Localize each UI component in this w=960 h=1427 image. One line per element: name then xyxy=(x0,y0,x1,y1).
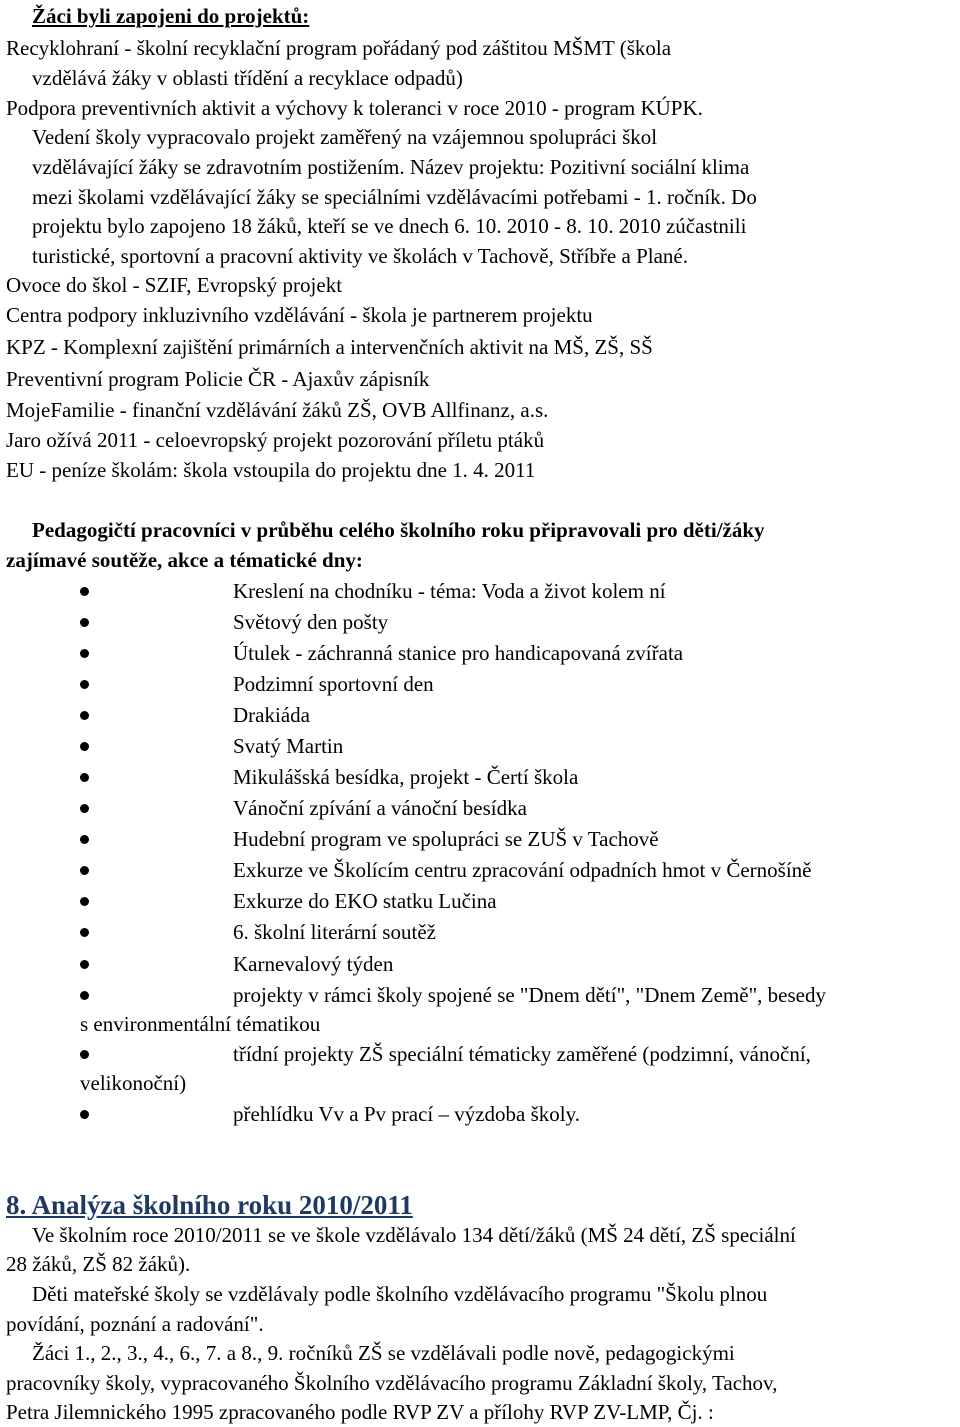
projects-line: Recyklohraní - školní recyklační program pořádaný pod záštitou MŠMT (škola xyxy=(6,36,672,60)
analysis-line: povídání, poznání a radování". xyxy=(6,1312,264,1336)
bullet-icon xyxy=(80,680,89,689)
list-item: Vánoční zpívání a vánoční besídka xyxy=(233,796,527,820)
analysis-line: Děti mateřské školy se vzdělávaly podle školního vzdělávacího programu "Školu plnou xyxy=(32,1282,768,1306)
projects-line: Jaro ožívá 2011 - celoevropský projekt pozorování příletu ptáků xyxy=(6,428,545,452)
bullet-icon xyxy=(80,1050,89,1059)
section-heading: 8. Analýza školního roku 2010/2011 xyxy=(6,1190,413,1220)
list-item: Světový den pošty xyxy=(233,610,389,634)
list-item: 6. školní literární soutěž xyxy=(233,920,436,944)
projects-line: Centra podpory inkluzivního vzdělávání - škola je partnerem projektu xyxy=(6,303,593,327)
projects-line: Podpora preventivních aktivit a výchovy k toleranci v roce 2010 - program KÚPK. xyxy=(6,96,703,120)
projects-line: mezi školami vzdělávající žáky se speciálními vzdělávacími potřebami - 1. ročník. Do xyxy=(32,185,757,209)
list-item-continuation: s environmentální tématikou xyxy=(80,1012,321,1036)
bullet-icon xyxy=(80,711,89,720)
list-item: Drakiáda xyxy=(233,703,310,727)
analysis-line: Žáci 1., 2., 3., 4., 6., 7. a 8., 9. ročníků ZŠ se vzdělávali podle nově, pedagogickými xyxy=(32,1341,735,1365)
list-item: Mikulášská besídka, projekt - Čertí škola xyxy=(233,765,579,789)
projects-line: turistické, sportovní a pracovní aktivity ve školách v Tachově, Stříbře a Plané. xyxy=(32,244,688,268)
projects-title: Žáci byli zapojeni do projektů: xyxy=(32,4,310,28)
bullet-icon xyxy=(80,649,89,658)
projects-line: vzdělává žáky v oblasti třídění a recyklace odpadů) xyxy=(32,66,463,90)
bullet-icon xyxy=(80,773,89,782)
bullet-icon xyxy=(80,804,89,813)
list-item: Svatý Martin xyxy=(233,734,344,758)
projects-line: vzdělávající žáky se zdravotním postižením. Název projektu: Pozitivní sociální klima xyxy=(32,155,750,179)
projects-line: KPZ - Komplexní zajištění primárních a intervenčních aktivit na MŠ, ZŠ, SŠ xyxy=(6,335,653,359)
events-intro: Pedagogičtí pracovníci v průběhu celého školního roku připravovali pro děti/žáky xyxy=(32,518,765,542)
bullet-icon xyxy=(80,742,89,751)
list-item: Útulek - záchranná stanice pro handicapovaná zvířata xyxy=(233,641,684,665)
events-intro: zajímavé soutěže, akce a tématické dny: xyxy=(6,548,363,572)
bullet-icon xyxy=(80,897,89,906)
list-item: třídní projekty ZŠ speciální tématicky zaměřené (podzimní, vánoční, xyxy=(233,1042,811,1066)
analysis-line: Ve školním roce 2010/2011 se ve škole vzdělávalo 134 dětí/žáků (MŠ 24 dětí, ZŠ speciální xyxy=(32,1223,796,1247)
analysis-line: Petra Jilemnického 1995 zpracovaného podle RVP ZV a přílohy RVP ZV-LMP, Čj. : xyxy=(6,1400,714,1424)
list-item: Karnevalový týden xyxy=(233,952,394,976)
bullet-icon xyxy=(80,960,89,969)
analysis-line: 28 žáků, ZŠ 82 žáků). xyxy=(6,1252,191,1276)
bullet-icon xyxy=(80,587,89,596)
list-item: projekty v rámci školy spojené se "Dnem dětí", "Dnem Země", besedy xyxy=(233,983,826,1007)
bullet-icon xyxy=(80,866,89,875)
bullet-icon xyxy=(80,991,89,1000)
projects-line: MojeFamilie - finanční vzdělávání žáků ZŠ, OVB Allfinanz, a.s. xyxy=(6,398,549,422)
list-item: přehlídku Vv a Pv prací – výzdoba školy. xyxy=(233,1102,581,1126)
analysis-line: pracovníky školy, vypracovaného Školního vzdělávacího programu Základní školy, Tachov, xyxy=(6,1371,778,1395)
list-item: Exkurze do EKO statku Lučina xyxy=(233,889,497,913)
list-item: Podzimní sportovní den xyxy=(233,672,434,696)
list-item-continuation: velikonoční) xyxy=(80,1071,187,1095)
projects-line: Preventivní program Policie ČR - Ajaxův zápisník xyxy=(6,367,430,391)
projects-line: projektu bylo zapojeno 18 žáků, kteří se ve dnech 6. 10. 2010 - 8. 10. 2010 zúčastnili xyxy=(32,214,747,238)
list-item: Kreslení na chodníku - téma: Voda a život kolem ní xyxy=(233,579,666,603)
projects-line: EU - peníze školám: škola vstoupila do projektu dne 1. 4. 2011 xyxy=(6,458,536,482)
list-item: Exkurze ve Školícím centru zpracování odpadních hmot v Černošíně xyxy=(233,858,812,882)
projects-line: Ovoce do škol - SZIF, Evropský projekt xyxy=(6,273,343,297)
projects-line: Vedení školy vypracovalo projekt zaměřený na vzájemnou spolupráci škol xyxy=(32,125,658,149)
bullet-icon xyxy=(80,835,89,844)
bullet-icon xyxy=(80,1110,89,1119)
bullet-icon xyxy=(80,618,89,627)
bullet-icon xyxy=(80,928,89,937)
list-item: Hudební program ve spolupráci se ZUŠ v Tachově xyxy=(233,827,659,851)
